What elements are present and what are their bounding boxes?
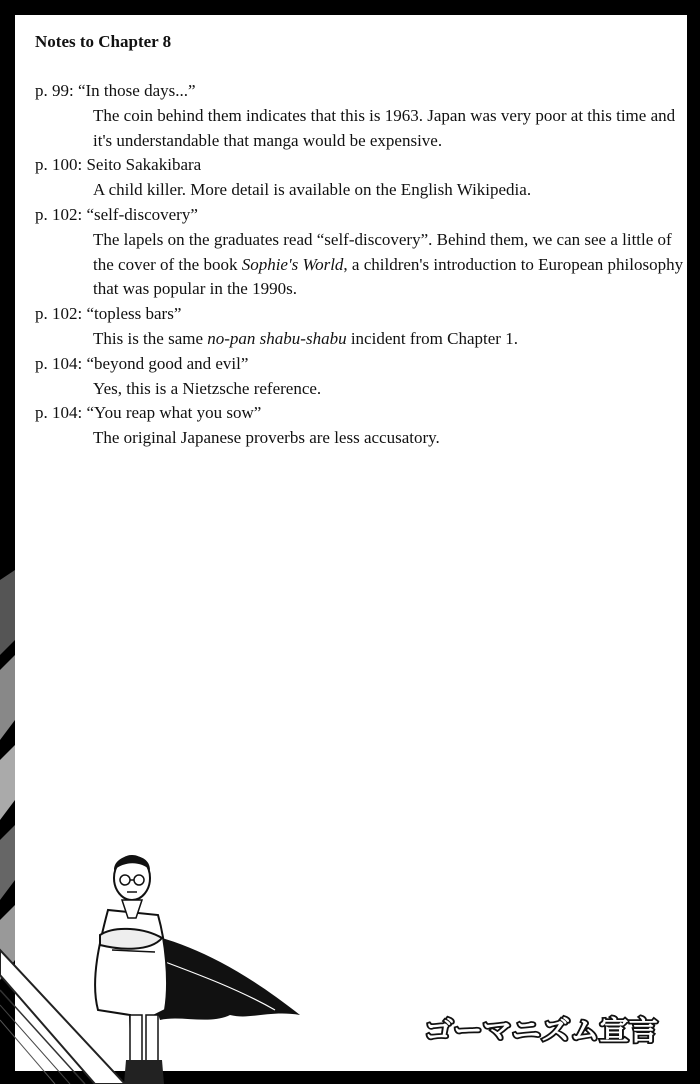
note-text: Yes, this is a Nietzsche reference. [93,378,322,398]
note-text: The original Japanese proverbs are less accusatory. [93,428,440,448]
note-text: A child killer. More detail is available on the English Wikipedia. [93,180,532,200]
italic-term: no-pan shabu-shabu [207,328,347,348]
gomanism-sengen-logo [422,1010,662,1050]
note-reference: p. 104: “You reap what you sow” [35,403,262,423]
note-text-part: , a children's introduction to European philosophy that was popular in the 1990s. [93,254,684,299]
note-reference: p. 104: “beyond good and evil” [35,353,249,373]
note-text-part: This is the same [93,328,208,348]
note-text-part: The lapels on the graduates read “self-discovery”. Behind them, we can see a little of the cover of the book [93,229,672,274]
note-reference: p. 99: “In those days...” [35,81,196,100]
note-reference: p. 102: “self-discovery” [35,204,198,224]
note-reference: p. 100: Seito Sakakibara [35,155,202,175]
page-title: Notes to Chapter 8 [35,32,172,51]
note-text: The coin behind them indicates that this is 1963. Japan was very poor at this time and it's understandable that manga would be expensive. [93,105,676,150]
manga-character-illustration [70,840,310,1084]
note-reference: p. 102: “topless bars” [35,304,182,324]
logo-mark [422,1010,662,1050]
book-title: Sophie's World [241,254,344,274]
note-text-part: incident from Chapter 1. [346,328,518,348]
logo-text: ゴーマニズム宣言 [424,1016,658,1047]
